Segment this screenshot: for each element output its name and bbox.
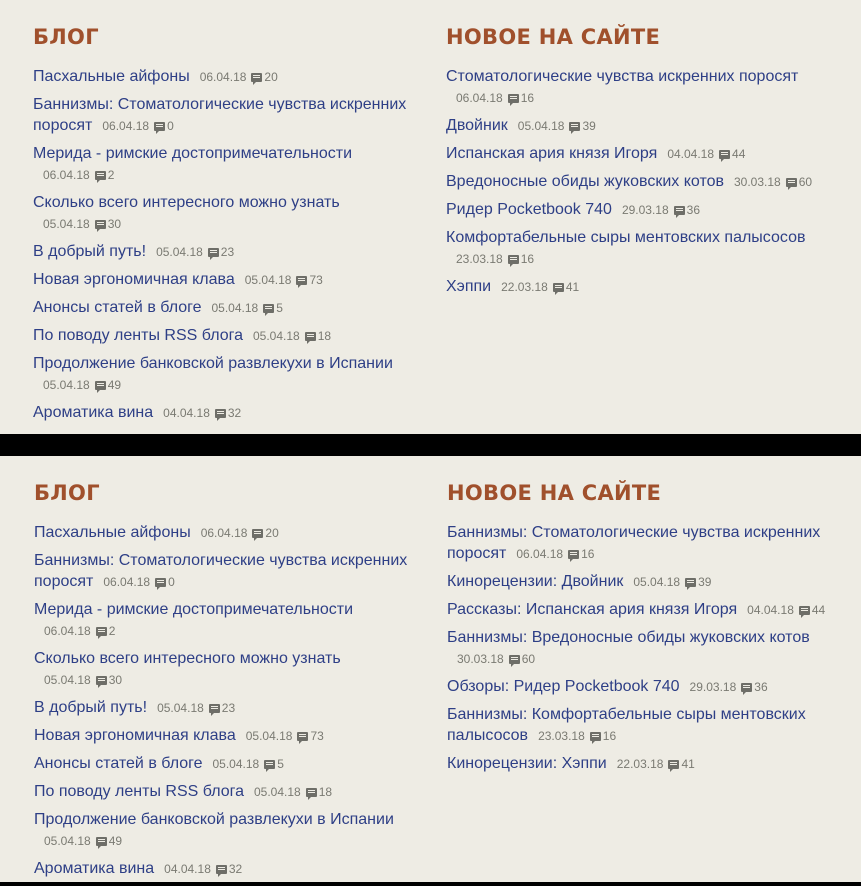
list-item	[447, 571, 837, 593]
comment-count: 16	[520, 91, 535, 105]
list-item	[33, 297, 413, 319]
comment-count: 23	[221, 701, 236, 715]
post-link[interactable]: Кинорецензии: Хэппи	[447, 755, 607, 772]
post-link[interactable]: Баннизмы: Стоматологические чувства искренних поросят	[34, 552, 408, 590]
post-date: 05.04.18	[253, 785, 301, 799]
comment-count: 60	[521, 652, 536, 666]
comment-count: 2	[107, 168, 115, 182]
post-meta	[246, 726, 324, 747]
comment-count: 5	[277, 757, 284, 771]
list-item	[447, 522, 837, 565]
list-item	[34, 858, 414, 880]
comment-icon	[95, 171, 106, 180]
post-date: 22.03.18	[616, 757, 664, 771]
post-link[interactable]: Баннизмы: Стоматологические чувства искренних поросят	[33, 96, 407, 134]
new-on-site-heading: НОВОЕ НА САЙТЕ	[446, 25, 661, 49]
post-link[interactable]: Сколько всего интересного можно узнать	[33, 194, 340, 211]
post-link[interactable]: Обзоры: Ридер Pocketbook 740	[447, 678, 680, 695]
post-link[interactable]: Баннизмы: Вредоносные обиды жуковских котов	[447, 629, 810, 646]
list-item	[447, 753, 837, 775]
post-date: 05.04.18	[43, 378, 90, 392]
list-item	[446, 171, 836, 193]
comment-icon	[252, 529, 263, 538]
list-item	[34, 599, 414, 642]
post-date: 22.03.18	[501, 280, 548, 294]
list-item	[447, 676, 837, 698]
post-link[interactable]: Комфортабельные сыры ментовских палысосов	[446, 229, 806, 246]
post-meta	[518, 116, 596, 137]
post-link[interactable]: Ароматика вина	[33, 404, 154, 421]
comment-icon	[208, 248, 219, 257]
post-date: 05.04.18	[633, 575, 681, 589]
post-meta	[212, 298, 283, 319]
list-item	[447, 627, 837, 670]
comment-count: 23	[220, 245, 235, 259]
post-link[interactable]: Мерида - римские достопримечательности	[33, 145, 353, 162]
comment-count: 39	[582, 119, 596, 133]
post-link[interactable]: Баннизмы: Комфортабельные сыры ментовских палысосов	[447, 706, 806, 744]
comment-count: 49	[108, 834, 123, 848]
comment-count: 49	[107, 378, 122, 392]
post-link[interactable]: Баннизмы: Стоматологические чувства искренних поросят	[447, 524, 821, 562]
comment-count: 73	[309, 273, 323, 287]
comment-icon	[297, 732, 308, 741]
list-item	[446, 227, 836, 270]
list-item	[34, 753, 414, 775]
post-link[interactable]: Новая эргономичная клава	[34, 727, 236, 744]
post-date: 06.04.18	[44, 624, 91, 638]
new-post-list	[447, 522, 837, 775]
post-meta	[617, 754, 695, 775]
post-date: 04.04.18	[163, 406, 210, 420]
comment-count: 36	[754, 680, 768, 694]
post-meta	[164, 859, 242, 880]
post-meta	[734, 172, 812, 193]
comment-icon	[685, 578, 696, 587]
new-on-site-heading: НОВОЕ НА САЙТЕ	[447, 481, 662, 505]
comment-count: 18	[318, 785, 333, 799]
post-date: 05.04.18	[157, 701, 204, 715]
post-meta	[457, 649, 535, 670]
comment-icon	[719, 150, 730, 159]
comment-icon	[96, 627, 107, 636]
post-date: 23.03.18	[456, 252, 503, 266]
post-link[interactable]: Хэппи	[446, 278, 492, 295]
comment-count: 20	[264, 70, 278, 84]
comment-count: 30	[108, 673, 123, 687]
post-date: 04.04.18	[667, 147, 715, 161]
comment-icon	[96, 837, 107, 846]
comment-count: 60	[798, 175, 813, 189]
comment-icon	[553, 283, 564, 292]
new-post-list	[446, 66, 836, 298]
comment-count: 0	[168, 575, 175, 589]
post-meta	[156, 242, 234, 263]
list-item	[33, 241, 413, 263]
post-date: 30.03.18	[733, 175, 781, 189]
post-meta	[501, 277, 579, 298]
list-item	[446, 143, 836, 165]
comment-count: 30	[107, 217, 122, 231]
post-date: 06.04.18	[516, 547, 564, 561]
post-date: 29.03.18	[621, 203, 669, 217]
post-meta	[43, 375, 121, 396]
comment-icon	[305, 332, 316, 341]
post-date: 05.04.18	[517, 119, 565, 133]
bottom-panel	[0, 456, 861, 882]
blog-column	[34, 478, 414, 886]
post-date: 05.04.18	[43, 217, 90, 231]
post-date: 06.04.18	[200, 526, 248, 540]
comment-icon	[209, 704, 220, 713]
post-link[interactable]: Пасхальные айфоны	[34, 524, 191, 541]
post-link[interactable]: По поводу ленты RSS блога	[33, 327, 243, 344]
post-date: 05.04.18	[252, 329, 300, 343]
comment-icon	[508, 255, 519, 264]
post-date: 23.03.18	[538, 729, 585, 743]
post-link[interactable]: Продолжение банковской развлекухи в Испании	[33, 355, 393, 372]
post-meta	[254, 782, 332, 803]
post-meta	[200, 67, 278, 88]
post-meta	[44, 621, 115, 642]
comment-icon	[786, 178, 797, 187]
list-item	[446, 199, 836, 221]
list-item	[34, 648, 414, 691]
post-link[interactable]: Новая эргономичная клава	[33, 271, 235, 288]
list-item	[33, 402, 413, 424]
comment-count: 41	[681, 757, 695, 771]
list-item	[447, 599, 837, 621]
list-item	[447, 704, 837, 747]
post-date: 05.04.18	[211, 301, 259, 315]
list-item	[33, 143, 413, 186]
comment-icon	[306, 788, 317, 797]
post-link[interactable]: Двойник	[446, 117, 508, 134]
post-meta	[43, 165, 114, 186]
comment-icon	[799, 606, 810, 615]
post-meta	[456, 249, 534, 270]
comment-count: 44	[732, 147, 746, 161]
comment-count: 20	[265, 526, 279, 540]
comment-count: 41	[565, 280, 580, 294]
post-date: 05.04.18	[44, 673, 91, 687]
list-item	[446, 115, 836, 137]
post-date: 06.04.18	[456, 91, 503, 105]
post-meta	[516, 544, 594, 565]
list-item	[446, 276, 836, 298]
post-meta	[102, 116, 173, 137]
comment-count: 16	[581, 547, 595, 561]
post-date: 04.04.18	[164, 862, 211, 876]
post-link[interactable]: Вредоносные обиды жуковских котов	[446, 173, 724, 190]
post-link[interactable]: Сколько всего интересного можно узнать	[34, 650, 341, 667]
comment-icon	[216, 865, 227, 874]
comment-count: 32	[227, 406, 242, 420]
comment-count: 39	[698, 575, 712, 589]
comment-icon	[96, 676, 107, 685]
comment-icon	[296, 276, 307, 285]
list-item	[33, 192, 413, 235]
post-meta	[44, 831, 122, 852]
comment-count: 18	[317, 329, 332, 343]
list-item	[34, 725, 414, 747]
post-meta	[690, 677, 768, 698]
list-item	[34, 781, 414, 803]
post-date: 05.04.18	[156, 245, 203, 259]
list-item	[33, 94, 413, 137]
post-meta	[253, 326, 331, 347]
comment-count: 36	[686, 203, 701, 217]
comment-count: 73	[310, 729, 324, 743]
blog-post-list	[33, 66, 413, 424]
comment-icon	[95, 381, 106, 390]
post-date: 30.03.18	[457, 652, 504, 666]
post-date: 05.04.18	[244, 273, 292, 287]
post-link[interactable]: Ридер Pocketbook 740	[446, 201, 612, 218]
post-link[interactable]: Пасхальные айфоны	[33, 68, 190, 85]
comment-count: 2	[108, 624, 116, 638]
comment-icon	[668, 760, 679, 769]
post-link[interactable]: В добрый путь!	[33, 243, 147, 260]
list-item	[446, 66, 836, 109]
post-meta	[213, 754, 284, 775]
post-meta	[157, 698, 235, 719]
post-date: 06.04.18	[43, 168, 90, 182]
post-meta	[245, 270, 323, 291]
comment-icon	[215, 409, 226, 418]
comment-count: 32	[228, 862, 243, 876]
top-panel	[0, 0, 861, 434]
list-item	[33, 269, 413, 291]
post-link[interactable]: Рассказы: Испанская ария князя Игоря	[447, 601, 738, 618]
comment-icon	[251, 73, 262, 82]
post-meta	[103, 572, 174, 593]
blog-column	[33, 22, 413, 430]
post-meta	[163, 403, 241, 424]
comment-icon	[95, 220, 106, 229]
post-meta	[538, 726, 616, 747]
post-link[interactable]: Мерида - римские достопримечательности	[34, 601, 354, 618]
comment-icon	[508, 94, 519, 103]
post-link[interactable]: Анонсы статей в блоге	[34, 755, 203, 772]
post-link[interactable]: Стоматологические чувства искренних поросят	[446, 68, 799, 85]
post-link[interactable]: Испанская ария князя Игоря	[446, 145, 658, 162]
post-link[interactable]: Ароматика вина	[34, 860, 155, 877]
list-item	[33, 325, 413, 347]
post-meta	[201, 523, 279, 544]
list-item	[33, 66, 413, 88]
comment-count: 16	[602, 729, 617, 743]
list-item	[34, 550, 414, 593]
post-date: 06.04.18	[102, 119, 150, 133]
post-meta	[747, 600, 825, 621]
comment-icon	[569, 122, 580, 131]
comment-count: 0	[167, 119, 174, 133]
list-item	[34, 809, 414, 852]
new-on-site-column	[447, 478, 837, 781]
comment-icon	[155, 578, 166, 587]
post-date: 06.04.18	[103, 575, 151, 589]
list-item	[33, 353, 413, 396]
comment-count: 5	[276, 301, 283, 315]
comment-icon	[264, 760, 275, 769]
post-meta	[44, 670, 122, 691]
new-on-site-column	[446, 22, 836, 304]
post-date: 04.04.18	[747, 603, 794, 617]
comment-icon	[154, 122, 165, 131]
blog-post-list	[34, 522, 414, 880]
post-link[interactable]: В добрый путь!	[34, 699, 148, 716]
comment-icon	[590, 732, 601, 741]
blog-heading: БЛОГ	[34, 481, 100, 505]
comment-count: 16	[520, 252, 535, 266]
comment-icon	[674, 206, 685, 215]
post-date: 06.04.18	[199, 70, 247, 84]
comment-count: 44	[811, 603, 826, 617]
post-date: 05.04.18	[245, 729, 293, 743]
list-item	[34, 697, 414, 719]
post-link[interactable]: По поводу ленты RSS блога	[34, 783, 244, 800]
blog-heading: БЛОГ	[33, 25, 99, 49]
post-meta	[43, 214, 121, 235]
comment-icon	[741, 683, 752, 692]
comment-icon	[509, 655, 520, 664]
post-link[interactable]: Кинорецензии: Двойник	[447, 573, 624, 590]
post-link[interactable]: Продолжение банковской развлекухи в Испании	[34, 811, 394, 828]
post-meta	[622, 200, 700, 221]
post-link[interactable]: Анонсы статей в блоге	[33, 299, 202, 316]
post-meta	[667, 144, 745, 165]
list-item	[34, 522, 414, 544]
post-date: 29.03.18	[689, 680, 737, 694]
comment-icon	[263, 304, 274, 313]
post-date: 05.04.18	[212, 757, 260, 771]
post-meta	[633, 572, 711, 593]
post-meta	[456, 88, 534, 109]
comment-icon	[568, 550, 579, 559]
post-date: 05.04.18	[44, 834, 91, 848]
